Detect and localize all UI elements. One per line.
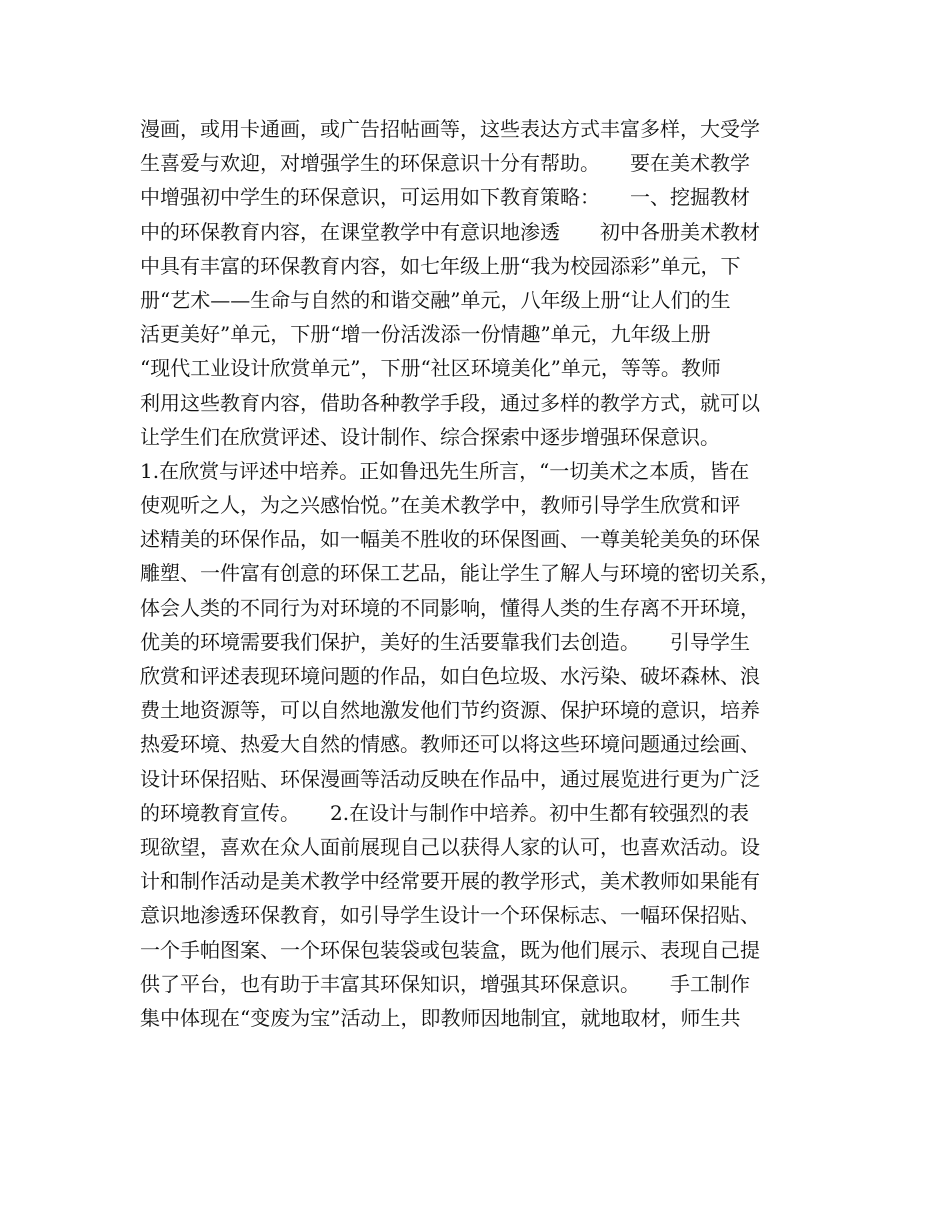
text-line: 一个手帕图案、一个环保包装袋或包装盒，既为他们展示、表现自己提 — [140, 937, 760, 962]
text-line: 现欲望，喜欢在众人面前展现自己以获得人家的认可，也喜欢活动。设 — [140, 834, 760, 859]
text-line: 供了平台，也有助于丰富其环保知识，增强其环保意识。 手工制作 — [140, 971, 750, 996]
text-line: 雕塑、一件富有创意的环保工艺品，能让学生了解人与环境的密切关系， — [140, 561, 780, 586]
text-line: 活更美好”单元，下册“增一份活泼添一份情趣”单元，九年级上册 — [140, 322, 711, 347]
text-line: 中具有丰富的环保教育内容，如七年级上册“我为校园添彩”单元，下 — [140, 253, 741, 278]
text-line: 生喜爱与欢迎，对增强学生的环保意识十分有帮助。 要在美术教学 — [140, 151, 750, 176]
text-line: 热爱环境、热爱大自然的情感。教师还可以将这些环境问题通过绘画、 — [140, 732, 760, 757]
text-line: 设计环保招贴、环保漫画等活动反映在作品中，通过展览进行更为广泛 — [140, 766, 760, 791]
text-line: 漫画，或用卡通画，或广告招帖画等，这些表达方式丰富多样，大受学 — [140, 117, 760, 141]
text-line: 计和制作活动是美术教学中经常要开展的教学形式，美术教师如果能有 — [140, 869, 760, 894]
text-line: 优美的环境需要我们保护，美好的生活要靠我们去创造。 引导学生 — [140, 629, 750, 654]
text-line: “现代工业设计欣赏单元”，下册“社区环境美化”单元，等等。教师 — [140, 356, 721, 381]
text-line: 中的环保教育内容，在课堂教学中有意识地渗透 初中各册美术教材 — [140, 219, 760, 244]
text-line: 1.在欣赏与评述中培养。正如鲁迅先生所言，“一切美术之本质，皆在 — [140, 458, 750, 483]
text-line: 欣赏和评述表现环境问题的作品，如白色垃圾、水污染、破坏森林、浪 — [140, 664, 760, 688]
text-line: 册“艺术——生命与自然的和谐交融”单元，八年级上册“让人们的生 — [140, 287, 731, 312]
text-line: 中增强初中学生的环保意识，可运用如下教育策略： 一、挖掘教材 — [140, 185, 750, 210]
text-line: 使观听之人，为之兴感怡悦。”在美术教学中，教师引导学生欣赏和评 — [140, 493, 741, 518]
text-line: 费土地资源等，可以自然地激发他们节约资源、保护环境的意识，培养 — [140, 698, 760, 723]
text-line: 利用这些教育内容，借助各种教学手段，通过多样的教学方式，就可以 — [140, 390, 760, 415]
body-text — [140, 112, 830, 1035]
text-line: 体会人类的不同行为对环境的不同影响，懂得人类的生存离不开环境， — [140, 595, 760, 620]
text-line: 意识地渗透环保教育，如引导学生设计一个环保标志、一幅环保招贴、 — [140, 903, 760, 928]
text-line: 让学生们在欣赏评述、设计制作、综合探索中逐步增强环保意识。 — [140, 424, 720, 449]
text-line: 的环境教育宣传。 2.在设计与制作中培养。初中生都有较强烈的表 — [140, 800, 750, 825]
text-line: 述精美的环保作品，如一幅美不胜收的环保图画、一尊美轮美奂的环保 — [140, 527, 760, 552]
text-line: 集中体现在“变废为宝”活动上，即教师因地制宜，就地取材，师生共 — [140, 1005, 741, 1030]
